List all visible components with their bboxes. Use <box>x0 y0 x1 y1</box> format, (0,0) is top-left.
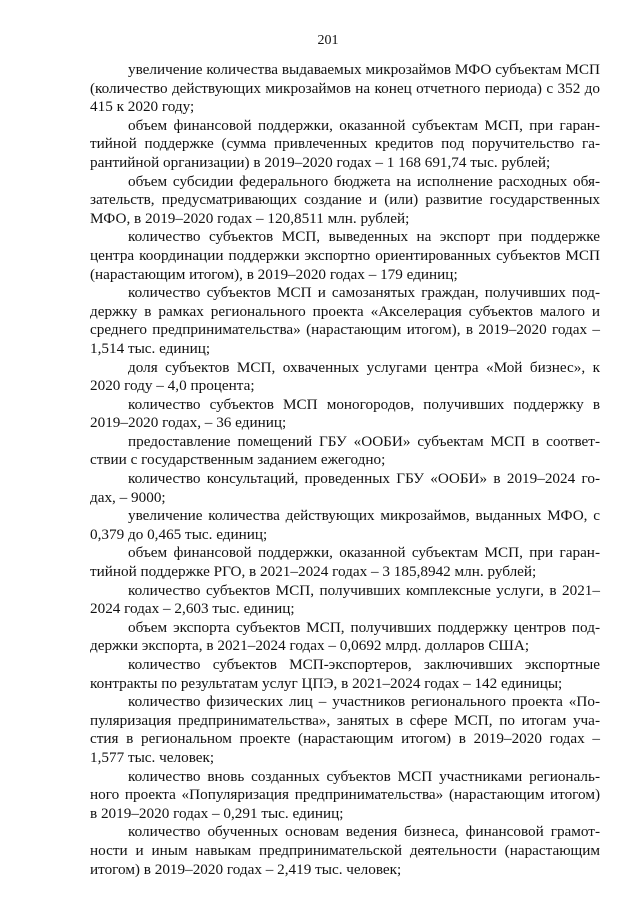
paragraph: количество субъектов МСП и самозанятых граждан, получивших поддержку в рамках регионального проекта «Акселерация субъектов малого и среднего предпринимательства» (нарастающим итогом), в 2019–2020 годах – 1,514 тыс. единиц; <box>90 284 600 357</box>
paragraph: доля субъектов МСП, охваченных услугами центра «Мой бизнес», к 2020 году – 4,0 процента; <box>90 358 600 395</box>
paragraph: количество консультаций, проведенных ГБУ «ООБИ» в 2019–2024 годах, – 9000; <box>90 470 600 506</box>
paragraph: количество физических лиц – участников регионального проекта «Популяризация предпринимательства», занятых в сфере МСП, по итогам участия в региональном проекте (нарастающим итогом) в 2019–2020 годах – 1,577 тыс. человек; <box>90 693 600 766</box>
paragraph: количество субъектов МСП-экспортеров, заключивших экспортные контракты по результатам услуг ЦПЭ, в 2021–2024 годах – 142 единицы; <box>90 656 600 692</box>
paragraph: количество субъектов МСП, получивших комплексные услуги, в 2021–2024 годах – 2,603 тыс. единиц; <box>90 581 600 618</box>
paragraph: количество обученных основам ведения бизнеса, финансовой грамотности и иным навыкам предпринимательской деятельности (нарастающим итогом) в 2019–2020 годах – 2,419 тыс. человек; <box>90 823 600 878</box>
paragraph: увеличение количества действующих микрозаймов, выданных МФО, с 0,379 до 0,465 тыс. единиц; <box>90 507 600 543</box>
paragraph: количество вновь созданных субъектов МСП участниками регионального проекта «Популяризация предпринимательства» (нарастающим итогом) в 2019–2020 годах – 0,291 тыс. единиц; <box>90 767 600 822</box>
paragraph: объем финансовой поддержки, оказанной субъектам МСП, при гарантийной поддержке (сумма привлеченных кредитов под поручительство гарантийной организации) в 2019–2020 годах – 1 168 691,74 тыс. рублей; <box>90 116 600 171</box>
paragraph: объем экспорта субъектов МСП, получивших поддержку центров поддержки экспорта, в 2021–2024 годах – 0,0692 млрд. долларов США; <box>90 618 600 655</box>
paragraph: предоставление помещений ГБУ «ООБИ» субъектам МСП в соответствии с государственным заданием ежегодно; <box>90 432 600 469</box>
paragraph: количество субъектов МСП, выведенных на экспорт при поддержке центра координации поддержки экспортно ориентированных субъектов МСП (нарастающим итогом), в 2019–2020 годах – 179 единиц; <box>90 228 600 283</box>
paragraph: количество субъектов МСП моногородов, получивших поддержку в 2019–2020 годах, – 36 единиц; <box>90 395 600 432</box>
body-text <box>90 61 600 879</box>
paragraph: объем финансовой поддержки, оказанной субъектам МСП, при гарантийной поддержке РГО, в 2021–2024 годах – 3 185,8942 млн. рублей; <box>90 544 600 581</box>
paragraph: увеличение количества выдаваемых микрозаймов МФО субъектам МСП (количество действующих микрозаймов на конец отчетного периода) с 352 до 415 к 2020 году; <box>90 61 600 116</box>
page-number: 201 <box>317 33 339 48</box>
paragraph: объем субсидии федерального бюджета на исполнение расходных обязательств, предусматривающих создание и (или) развитие государственных МФО, в 2019–2020 годах – 120,8511 млн. рублей; <box>90 172 600 227</box>
